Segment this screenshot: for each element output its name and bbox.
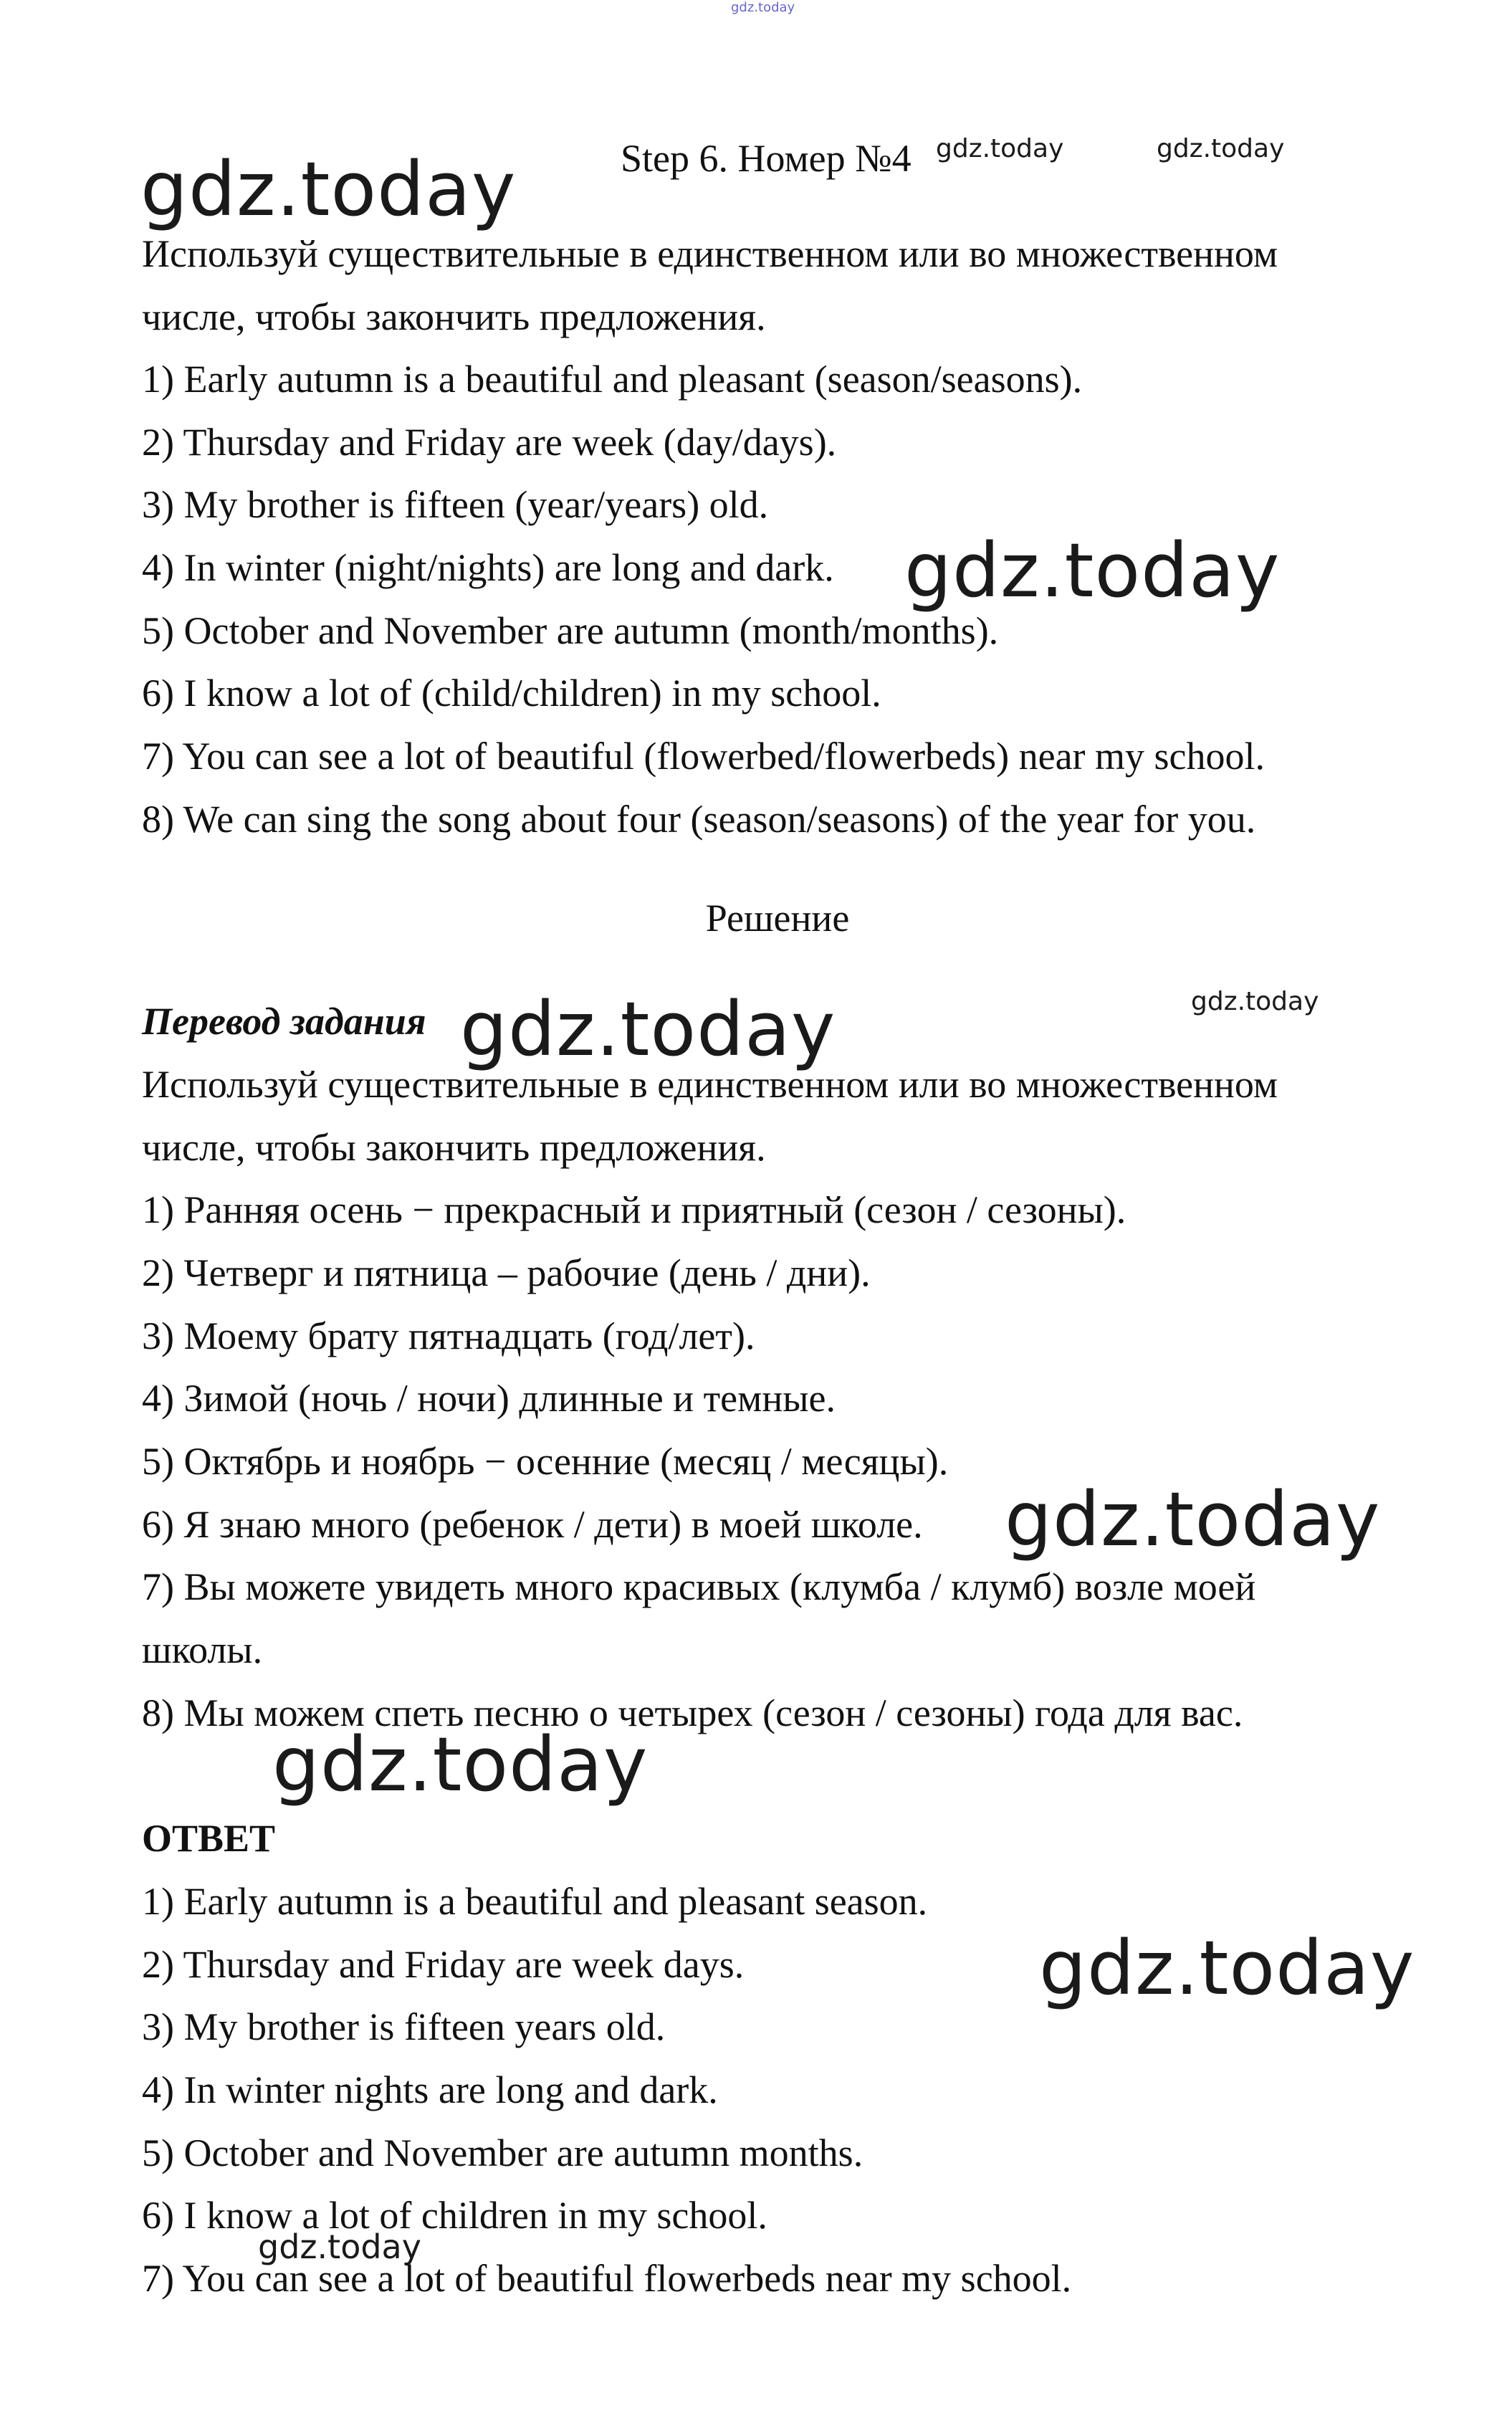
solution-heading: Решение bbox=[705, 897, 850, 940]
watermark: gdz.today bbox=[904, 527, 1281, 614]
answer-item: 2) Thursday and Friday are week days. bbox=[142, 1943, 745, 1986]
translation-instruction-line-2: числе, чтобы закончить предложения. bbox=[142, 1126, 766, 1169]
translation-item: 5) Октябрь и ноябрь − осенние (месяц / месяцы). bbox=[142, 1440, 949, 1483]
watermark: gdz.today bbox=[936, 134, 1064, 163]
answer-item: 1) Early autumn is a beautiful and pleasant season. bbox=[142, 1880, 928, 1923]
task-item: 4) In winter (night/nights) are long and dark. bbox=[142, 546, 834, 589]
watermark: gdz.today bbox=[140, 145, 517, 233]
translation-item: 6) Я знаю много (ребенок / дети) в моей школе. bbox=[142, 1503, 923, 1546]
watermark: gdz.today bbox=[1191, 987, 1319, 1016]
answer-item: 4) In winter nights are long and dark. bbox=[142, 2068, 718, 2111]
task-item: 2) Thursday and Friday are week (day/days). bbox=[142, 421, 837, 464]
page-title: Step 6. Номер №4 bbox=[621, 137, 911, 180]
translation-item: 2) Четверг и пятница – рабочие (день / дни). bbox=[142, 1251, 871, 1294]
answer-heading: ОТВЕТ bbox=[142, 1817, 276, 1860]
task-item: 7) You can see a lot of beautiful (flowerbed/flowerbeds) near my school. bbox=[142, 735, 1265, 778]
translation-item: 8) Мы можем спеть песню о четырех (сезон / сезоны) года для вас. bbox=[142, 1691, 1243, 1734]
task-instruction-line-1: Используй существительные в единственном или во множественном bbox=[142, 232, 1278, 275]
answer-item: 5) October and November are autumn months. bbox=[142, 2131, 863, 2174]
top-watermark-tag: gdz.today bbox=[731, 0, 795, 15]
translation-heading: Перевод задания bbox=[142, 1000, 426, 1043]
translation-item: 1) Ранняя осень − прекрасный и приятный (сезон / сезоны). bbox=[142, 1188, 1126, 1231]
translation-instruction-line-1: Используй существительные в единственном или во множественном bbox=[142, 1063, 1278, 1106]
translation-item: 3) Моему брату пятнадцать (год/лет). bbox=[142, 1314, 755, 1357]
task-item: 3) My brother is fifteen (year/years) old. bbox=[142, 483, 769, 526]
watermark: gdz.today bbox=[1039, 1924, 1415, 2012]
watermark: gdz.today bbox=[1157, 134, 1285, 163]
task-item: 5) October and November are autumn (month/months). bbox=[142, 609, 999, 652]
translation-item: 4) Зимой (ночь / ночи) длинные и темные. bbox=[142, 1377, 836, 1420]
watermark: gdz.today bbox=[1005, 1476, 1381, 1563]
task-item: 6) I know a lot of (child/children) in my school. bbox=[142, 672, 881, 715]
watermark: gdz.today bbox=[258, 2227, 421, 2266]
watermark: gdz.today bbox=[272, 1721, 649, 1808]
task-instruction-line-2: числе, чтобы закончить предложения. bbox=[142, 295, 766, 338]
answer-item: 7) You can see a lot of beautiful flowerbeds near my school. bbox=[142, 2257, 1072, 2300]
answer-item: 3) My brother is fifteen years old. bbox=[142, 2005, 666, 2048]
watermark: gdz.today bbox=[460, 985, 836, 1073]
task-item: 8) We can sing the song about four (season/seasons) of the year for you. bbox=[142, 798, 1256, 841]
task-item: 1) Early autumn is a beautiful and pleasant (season/seasons). bbox=[142, 358, 1083, 401]
translation-item: 7) Вы можете увидеть много красивых (клумба / клумб) возле моей bbox=[142, 1565, 1256, 1608]
answer-item: 6) I know a lot of children in my school. bbox=[142, 2194, 767, 2237]
translation-item: школы. bbox=[142, 1628, 263, 1671]
